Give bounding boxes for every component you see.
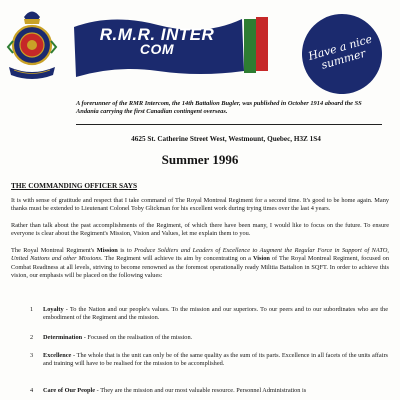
newsletter-banner — [72, 5, 272, 83]
mission-term: Mission — [96, 247, 118, 254]
intro-note: A forerunner of the RMR Intercom, the 14th Battalion Bugler, was published in October 1914 aboard the SS Andania carrying the first Canadian contingent overseas. — [76, 100, 362, 115]
value-number: 2 — [30, 334, 34, 341]
mission-text: . The Regiment will achieve its aim by concentrating on a — [100, 255, 253, 263]
value-term: Loyalty — [43, 306, 64, 313]
vision-term: Vision — [252, 255, 270, 263]
section-title: THE COMMANDING OFFICER SAYS — [11, 181, 138, 190]
value-term: Excellence — [43, 352, 72, 359]
value-item — [30, 352, 388, 369]
vision-text: of The Royal Montreal Regiment, focused on Combat Readiness at all levels, striving to become renowned as the foremost operationally ready Militia Battalion in SQFT. In order to achieve this vision, our emphasis will be placed on the following values: — [11, 255, 389, 279]
paragraph-future: Rather than talk about the past accomplishments of the Regiment, of which there have been many, I would like to focus on the future. To ensure everyone is clear about the Regiment's Mission, Vision and Values, let me explain them to you. — [11, 222, 389, 238]
banner-title: R.M.R. INTER — [99, 25, 215, 44]
value-item — [30, 387, 388, 395]
paragraph-mission — [11, 247, 389, 280]
summer-badge: Have a nice summer — [293, 5, 392, 104]
mission-text: is to — [117, 247, 135, 254]
value-term: Determination — [43, 334, 83, 341]
banner-subtitle: COM — [139, 41, 175, 57]
value-term: Care of Our People — [43, 387, 96, 394]
paragraph-gratitude: It is with sense of gratitude and respect that I take command of The Royal Montreal Regiment for a second time. It's good to be home again. Many thanks must be extended to Lieutenant Colonel Toby Glickman for his excellent work during trying times over the last 4 years. — [11, 197, 389, 213]
value-text: - They are the mission and our most valuable resource. Personnel Administration is — [95, 387, 307, 394]
value-text: - To the Nation and our people's values. To the mission and our superiors. To our peers and to our subordinates who are the embodiment of the Regiment and the mission. — [43, 306, 388, 322]
header-divider — [76, 124, 382, 125]
issue-title: Summer 1996 — [161, 152, 239, 167]
value-number: 3 — [30, 352, 34, 359]
value-item — [30, 334, 388, 342]
mission-statement: Produce Soldiers and Leaders of Excellence to Augment the Regular Force in Support of NATO, United Nations and other Missions — [11, 247, 389, 263]
mission-text: The Royal Montreal Regiment's — [11, 247, 97, 254]
regiment-address: 4625 St. Catherine Street West, Westmount, Quebec, H3Z 1S4 — [131, 135, 321, 143]
value-item — [30, 306, 388, 323]
regimental-crest-icon — [6, 3, 58, 88]
value-number: 4 — [30, 387, 34, 394]
value-number: 1 — [30, 306, 34, 313]
value-text: - The whole that is the unit can only be of the same quality as the sum of its parts. Excellence in all facets of the units affairs and training will have to be realised for the mission to be accomplished. — [43, 352, 388, 368]
value-text: - Focused on the realisation of the mission. — [82, 334, 193, 341]
